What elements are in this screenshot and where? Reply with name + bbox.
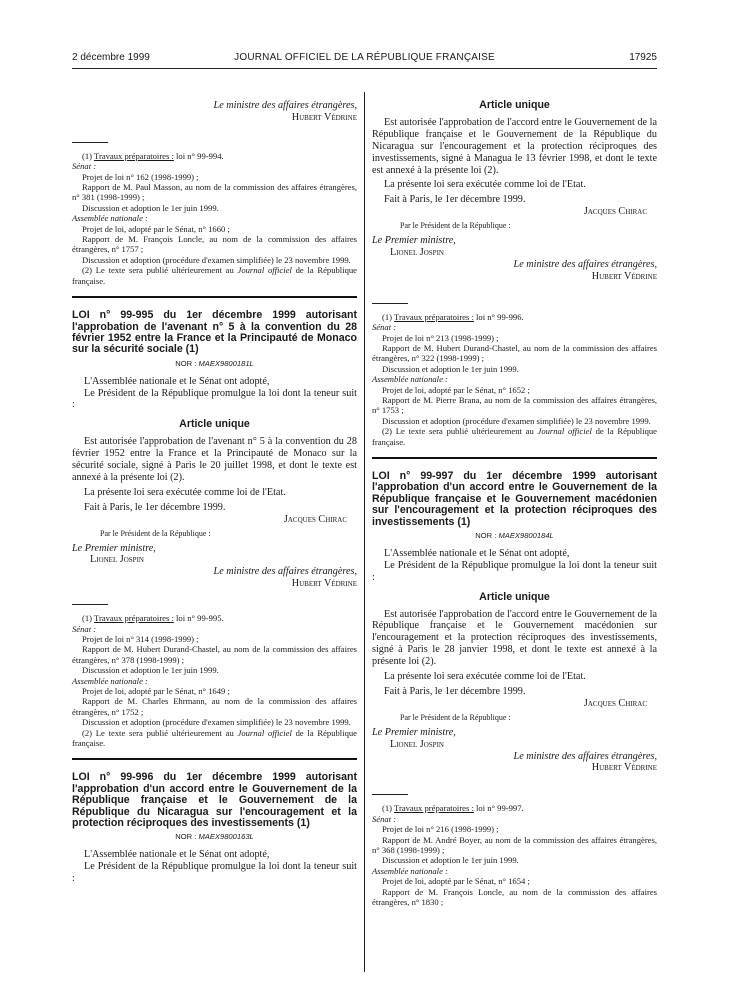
law-body <box>72 849 357 885</box>
footnotes-law-996 <box>372 312 657 447</box>
running-header <box>72 52 657 68</box>
paragraph: La présente loi sera exécutée comme loi de l'Etat. <box>84 486 286 498</box>
law-title-99-997: LOI n° 99-997 du 1er décembre 1999 autorisant l'approbation d'un accord entre le Gouvernement de la République française et le Gouvernement macédonien sur l'encouragement et la protection réciproques des investissements (1) <box>372 469 657 528</box>
nor-reference: NOR : MAEX9800181L <box>175 358 254 368</box>
minister-title: Le ministre des affaires étrangères, <box>513 258 657 270</box>
footnote-line: Discussion et adoption (procédure d'examen simplifiée) le 23 novembre 1999. <box>82 254 351 265</box>
footnote-heading: (1) Travaux préparatoires : loi n° 99-994. <box>82 150 224 161</box>
footnote-line: Rapport de M. Paul Masson, au nom de la commission des affaires étrangères, n° 381 (1998-1999) ; <box>72 182 357 203</box>
left-column <box>72 100 357 885</box>
senat-label: Sénat : <box>72 161 97 172</box>
footnote-rule <box>372 794 408 795</box>
column-divider <box>364 92 365 972</box>
footnote-line: Rapport de M. François Loncle, au nom de la commission des affaires étrangères, n° 1830 ; <box>372 886 657 907</box>
footnote-line: Rapport de M. Hubert Durand-Chastel, au nom de la commission des affaires étrangères, n° 378 (1998-1999) ; <box>72 644 357 665</box>
president-name: Jacques Chirac <box>583 206 647 218</box>
paragraph: La présente loi sera exécutée comme loi de l'Etat. <box>384 179 586 191</box>
prime-minister-title: Le Premier ministre, <box>372 235 456 247</box>
law-separator <box>72 296 357 298</box>
senat-label: Sénat : <box>72 623 97 634</box>
signature-date: Fait à Paris, le 1er décembre 1999. <box>384 685 526 697</box>
footnote-line: Rapport de M. Charles Ehrmann, au nom de la commission des affaires étrangères, n° 1752 ; <box>72 696 357 717</box>
minister-title: Le ministre des affaires étrangères, <box>513 750 657 762</box>
law-body <box>372 548 657 584</box>
footnote-line: Discussion et adoption (procédure d'examen simplifiée) le 23 novembre 1999. <box>382 415 651 426</box>
signature-date: Fait à Paris, le 1er décembre 1999. <box>384 194 526 206</box>
paragraph: Est autorisée l'approbation de l'accord entre le Gouvernement de la République française et le Gouvernement macédonien sur l'encouragement et la protection réciproques des investissements, signé à Paris le 28 janvier 1998, et dont le texte est annexé à la présente loi (2). <box>372 608 657 668</box>
footnote-2: (2) Le texte sera publié ultérieurement au Journal officiel de la République française. <box>372 426 657 447</box>
nor-reference: NOR : MAEX9800163L <box>175 832 254 842</box>
footnote-line: Rapport de M. Pierre Brana, au nom de la commission des affaires étrangères, n° 1753 ; <box>372 394 657 416</box>
footnotes-law-997 <box>372 803 657 907</box>
law-body <box>72 376 357 412</box>
prime-minister-title: Le Premier ministre, <box>72 542 156 554</box>
footnote-line: Projet de loi, adopté par le Sénat, n° 1660 ; <box>82 223 230 234</box>
footnote-heading: (1) Travaux préparatoires : loi n° 99-997. <box>382 803 524 814</box>
nor-reference: NOR : MAEX9800184L <box>475 531 554 540</box>
footnote-2: (2) Le texte sera publié ultérieurement au Journal officiel de la République française. <box>72 265 357 286</box>
footnote-line: Discussion et adoption le 1er juin 1999. <box>382 855 519 866</box>
footnote-line: Discussion et adoption le 1er juin 1999. <box>82 665 219 676</box>
article-body <box>372 117 657 206</box>
law-separator <box>72 758 357 760</box>
par-le-president: Par le Président de la République : <box>100 528 211 538</box>
minister-title: Le ministre des affaires étrangères, <box>213 100 357 111</box>
signature-date: Fait à Paris, le 1er décembre 1999. <box>84 501 226 513</box>
footnote-line: Projet de loi n° 314 (1998-1999) ; <box>82 633 199 644</box>
footnote-line: Projet de loi, adopté par le Sénat, n° 1654 ; <box>382 876 530 887</box>
header-date: 2 décembre 1999 <box>72 52 150 63</box>
prime-minister-name: Lionel Jospin <box>390 246 444 258</box>
article-heading: Article unique <box>479 99 550 111</box>
footnote-line: Projet de loi n° 213 (1998-1999) ; <box>382 332 499 343</box>
footnote-rule <box>372 303 408 304</box>
footnote-line: Rapport de M. André Boyer, au nom de la commission des affaires étrangères, n° 368 (1998-1999) ; <box>372 834 657 855</box>
law-title-99-996: LOI n° 99-996 du 1er décembre 1999 autorisant l'approbation d'un accord entre le Gouvernement de la République française et le Gouvernement de la République du Nicaragua sur l'encouragement et la protection réciproques des investissements (1) <box>72 771 357 830</box>
footnote-line: Discussion et adoption (procédure d'examen simplifiée) le 23 novembre 1999. <box>82 717 351 728</box>
par-le-president: Par le Président de la République : <box>400 221 511 231</box>
footnote-heading: (1) Travaux préparatoires : loi n° 99-995. <box>82 613 224 624</box>
law-separator <box>372 457 657 459</box>
paragraph: Est autorisée l'approbation de l'accord entre le Gouvernement de la République française et le Gouvernement de la République du Nicaragua sur l'encouragement et la protection réciproques des investissements, signé à Managua le 13 février 1998, et dont le texte est annexé à la présente loi (2). <box>372 116 657 176</box>
paragraph: L'Assemblée nationale et le Sénat ont adopté, <box>84 375 270 387</box>
footnote-heading: (1) Travaux préparatoires : loi n° 99-996. <box>382 311 524 322</box>
prime-minister-title: Le Premier ministre, <box>372 726 456 738</box>
paragraph: La présente loi sera exécutée comme loi de l'Etat. <box>384 671 586 683</box>
header-rule <box>72 68 657 69</box>
paragraph: L'Assemblée nationale et le Sénat ont adopté, <box>84 849 270 861</box>
footnote-line: Rapport de M. François Loncle, au nom de la commission des affaires étrangères, n° 1757 ; <box>72 234 357 255</box>
footnote-rule <box>72 604 108 605</box>
par-le-president: Par le Président de la République : <box>400 712 511 722</box>
footnote-line: Discussion et adoption le 1er juin 1999. <box>382 363 519 374</box>
footnote-rule <box>72 142 108 143</box>
article-heading: Article unique <box>179 418 250 431</box>
header-journal-title: JOURNAL OFFICIEL DE LA RÉPUBLIQUE FRANÇAISE <box>234 52 495 63</box>
footnote-line: Projet de loi n° 216 (1998-1999) ; <box>382 824 499 835</box>
paragraph: Est autorisée l'approbation de l'avenant n° 5 à la convention du 28 février 1952 entre la France et la Principauté de Monaco sur la sécurité sociale, signé à Paris le 20 juillet 1998, et dont le texte est annexé à la présente loi (2). <box>72 436 357 483</box>
footnote-line: Discussion et adoption le 1er juin 1999. <box>82 202 219 213</box>
prime-minister-name: Lionel Jospin <box>390 738 444 750</box>
footnote-line: Rapport de M. Hubert Durand-Chastel, au nom de la commission des affaires étrangères, n° 322 (1998-1999) ; <box>372 342 657 364</box>
minister-name: Hubert Védrine <box>591 762 657 774</box>
minister-name: Hubert Védrine <box>291 111 357 123</box>
minister-name: Hubert Védrine <box>291 578 357 590</box>
senat-label: Sénat : <box>372 322 397 333</box>
president-name: Jacques Chirac <box>283 513 347 525</box>
assemblee-label: Assemblée nationale : <box>372 865 448 876</box>
article-body <box>372 609 657 698</box>
senat-label: Sénat : <box>372 813 397 824</box>
footnotes-law-995 <box>72 613 357 748</box>
footnote-line: Projet de loi, adopté par le Sénat, n° 1652 ; <box>382 384 530 395</box>
paragraph: L'Assemblée nationale et le Sénat ont adopté, <box>384 547 570 559</box>
minister-title: Le ministre des affaires étrangères, <box>213 566 357 578</box>
assemblee-label: Assemblée nationale : <box>72 213 148 224</box>
footnote-2: (2) Le texte sera publié ultérieurement au Journal officiel de la République française. <box>72 727 357 748</box>
paragraph: Le Président de la République promulgue la loi dont la teneur suit : <box>72 387 357 411</box>
law-title-99-995: LOI n° 99-995 du 1er décembre 1999 autorisant l'approbation de l'avenant n° 5 à la convention du 28 février 1952 entre la France et la Principauté de Monaco sur la sécurité sociale (1) <box>72 309 357 356</box>
footnotes-law-994 <box>72 151 357 286</box>
president-name: Jacques Chirac <box>583 697 647 709</box>
header-page-number: 17925 <box>629 52 657 63</box>
paragraph: Le Président de la République promulgue la loi dont la teneur suit : <box>372 559 657 583</box>
prime-minister-name: Lionel Jospin <box>90 554 144 566</box>
right-column <box>372 100 657 907</box>
assemblee-label: Assemblée nationale : <box>72 675 148 686</box>
assemblee-label: Assemblée nationale : <box>372 374 448 385</box>
minister-name: Hubert Védrine <box>591 270 657 282</box>
footnote-line: Projet de loi, adopté par le Sénat, n° 1649 ; <box>82 685 230 696</box>
footnote-line: Projet de loi n° 162 (1998-1999) ; <box>82 171 199 182</box>
paragraph: Le Président de la République promulgue la loi dont la teneur suit : <box>72 861 357 885</box>
article-body <box>72 436 357 513</box>
article-heading: Article unique <box>479 590 550 603</box>
